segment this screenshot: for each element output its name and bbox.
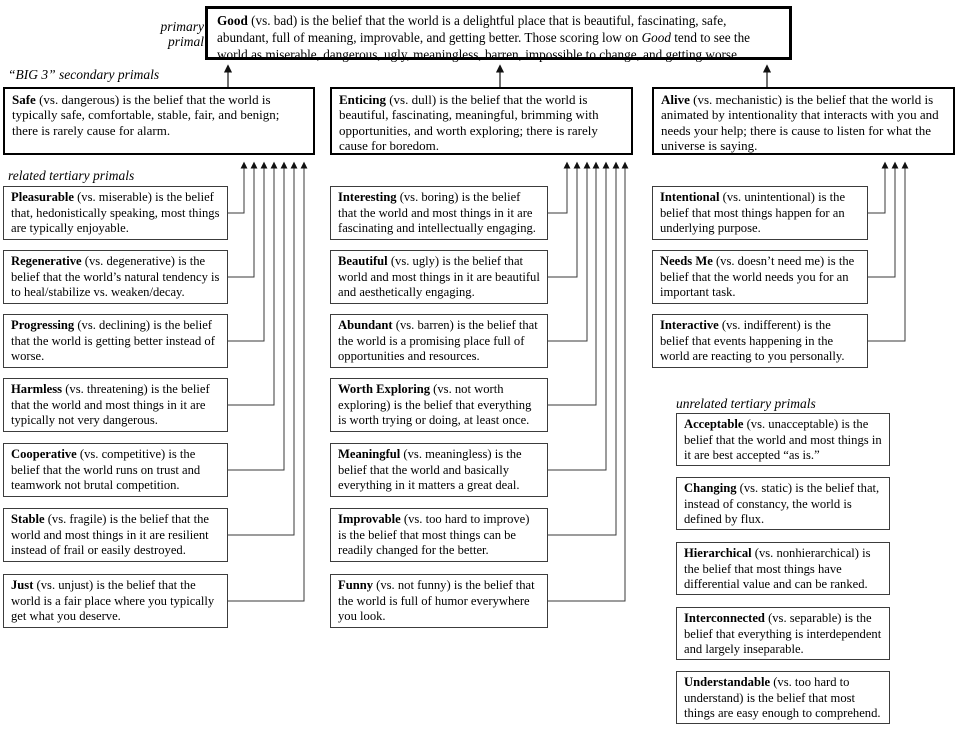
primal-term: Harmless	[11, 382, 63, 396]
primal-definition: (vs. dangerous) is the belief that the world is typically safe, comfortable, stable, fair, and benign; there is rarely cause for alarm.	[12, 92, 280, 138]
primal-term: Good	[217, 13, 248, 28]
primal-box-acceptable	[676, 413, 890, 466]
primal-term: Understandable	[684, 675, 771, 689]
primal-term: Hierarchical	[684, 546, 752, 560]
primal-definition: (vs. fragile) is the belief that the world and most things in it are resilient instead of frail or easily destroyed.	[11, 512, 209, 558]
primal-definition: (vs. static) is the belief that, instead of constancy, the world is defined by flux.	[684, 481, 880, 527]
primal-definition: (vs. competitive) is the belief that the world runs on trust and teamwork not brutal competition.	[11, 447, 201, 493]
primal-box-interconnected	[676, 607, 890, 660]
primal-definition: (vs. not funny) is the belief that the world is full of humor everywhere you look.	[338, 578, 535, 624]
primal-box-changing	[676, 477, 890, 530]
primal-term: Funny	[338, 578, 374, 592]
primal-term: Acceptable	[684, 417, 744, 431]
primal-definition: (vs. too hard to improve) is the belief that most things can be readily changed for the better.	[338, 512, 530, 558]
primal-box-safe	[3, 87, 315, 155]
primal-term-italic: Good	[641, 29, 671, 45]
primal-term: Enticing	[339, 92, 386, 107]
primal-term: Progressing	[11, 318, 75, 332]
primal-box-intentional	[652, 186, 868, 240]
primal-term: Regenerative	[11, 254, 82, 268]
primal-box-understandable	[676, 671, 890, 724]
primal-box-funny	[330, 574, 548, 628]
primal-definition: (vs. not worth exploring) is the belief that everything is worth trying or doing, at least once.	[338, 382, 532, 428]
primal-term: Meaningful	[338, 447, 401, 461]
primal-definition: (vs. declining) is the belief that the world is getting better instead of worse.	[11, 318, 215, 364]
primal-box-improvable	[330, 508, 548, 562]
primal-definition: (vs. doesn’t need me) is the belief that the world needs you for an important task.	[660, 254, 855, 300]
primal-definition: (vs. indifferent) is the belief that events happening in the world are reacting to you personally.	[660, 318, 845, 364]
primal-box-hierarchical	[676, 542, 890, 595]
primal-box-harmless	[3, 378, 228, 432]
primal-box-meaningful	[330, 443, 548, 497]
primal-term: Safe	[12, 92, 36, 107]
primal-term: Stable	[11, 512, 45, 526]
primal-box-cooperative	[3, 443, 228, 497]
primal-definition: (vs. unintentional) is the belief that most things happen for an underlying purpose.	[660, 190, 846, 236]
primal-term: Interesting	[338, 190, 397, 204]
primal-term: Improvable	[338, 512, 401, 526]
primal-definition: (vs. mechanistic) is the belief that the world is animated by intentionality that interacts with you and needs your help; there is cause to listen for what the universe is saying.	[661, 92, 939, 153]
primal-box-interesting	[330, 186, 548, 240]
unrelated-tertiary-primals-label: unrelated tertiary primals	[676, 396, 816, 411]
primal-box-abundant	[330, 314, 548, 368]
primal-definition: (vs. nonhierarchical) is the belief that most things have differential value and can be ranked.	[684, 546, 871, 592]
primal-box-beautiful	[330, 250, 548, 304]
primal-box-just	[3, 574, 228, 628]
primal-definition: (vs. unacceptable) is the belief that the world and most things in it are best accepted “as is.”	[684, 417, 882, 463]
primal-term: Just	[11, 578, 34, 592]
primal-box-interactive	[652, 314, 868, 368]
primal-term: Needs Me	[660, 254, 713, 268]
primal-definition: (vs. bad) is the belief that the world is a delightful place that is beautiful, fascinating, safe, abundant, full of meaning, improvable, and getting better. Those scoring low on	[217, 13, 727, 45]
primal-definition: (vs. ugly) is the belief that world and most things in it are beautiful and aesthetically engaging.	[338, 254, 540, 300]
primal-term: Intentional	[660, 190, 720, 204]
primal-box-worth-exploring	[330, 378, 548, 432]
primal-box-pleasurable	[3, 186, 228, 240]
primal-box-progressing	[3, 314, 228, 368]
primal-term: Interactive	[660, 318, 719, 332]
primal-box-stable	[3, 508, 228, 562]
primal-definition-cont: tend to see the world as miserable, dangerous, ugly, meaningless, barren, impossible to change, and getting worse.	[217, 29, 751, 62]
big3-secondary-primals-label: “BIG 3” secondary primals	[8, 67, 160, 82]
primal-definition: (vs. too hard to understand) is the belief that most things are easy enough to comprehend.	[684, 675, 881, 721]
primal-definition: (vs. separable) is the belief that everything is interdependent and largely inseparable.	[684, 611, 882, 657]
primal-term: Changing	[684, 481, 737, 495]
primal-box-good	[205, 6, 792, 60]
primal-term: Worth Exploring	[338, 382, 431, 396]
primal-term: Interconnected	[684, 611, 765, 625]
related-tertiary-primals-label: related tertiary primals	[8, 168, 135, 183]
primal-box-needs-me	[652, 250, 868, 304]
primal-definition: (vs. boring) is the belief that the world and most things in it are fascinating and intellectually engaging.	[338, 190, 536, 236]
primal-definition: (vs. barren) is the belief that the world is a promising place full of opportunities and resources.	[338, 318, 538, 364]
primal-box-enticing	[330, 87, 633, 155]
primal-definition: (vs. threatening) is the belief that the world and most things in it are typically not very dangerous.	[11, 382, 210, 428]
primal-definition: (vs. degenerative) is the belief that the world’s natural tendency is to heal/stabilize vs. weaken/decay.	[11, 254, 220, 300]
primal-term: Abundant	[338, 318, 393, 332]
primal-term: Pleasurable	[11, 190, 74, 204]
primal-definition: (vs. unjust) is the belief that the world is a fair place where you typically get what you deserve.	[11, 578, 215, 624]
primal-box-alive	[652, 87, 955, 155]
primal-box-regenerative	[3, 250, 228, 304]
primal-definition: (vs. meaningless) is the belief that the world and basically everything in it matters a great deal.	[338, 447, 522, 493]
primary-primal-label: primary primal	[160, 19, 204, 49]
primal-definition: (vs. dull) is the belief that the world is beautiful, fascinating, meaningful, brimming with opportunities, and worth exploring; there is rarely cause for boredom.	[339, 92, 599, 153]
primal-term: Cooperative	[11, 447, 77, 461]
primal-term: Beautiful	[338, 254, 388, 268]
primal-term: Alive	[661, 92, 690, 107]
primal-definition: (vs. miserable) is the belief that, hedonistically speaking, most things are typically enjoyable.	[11, 190, 220, 236]
